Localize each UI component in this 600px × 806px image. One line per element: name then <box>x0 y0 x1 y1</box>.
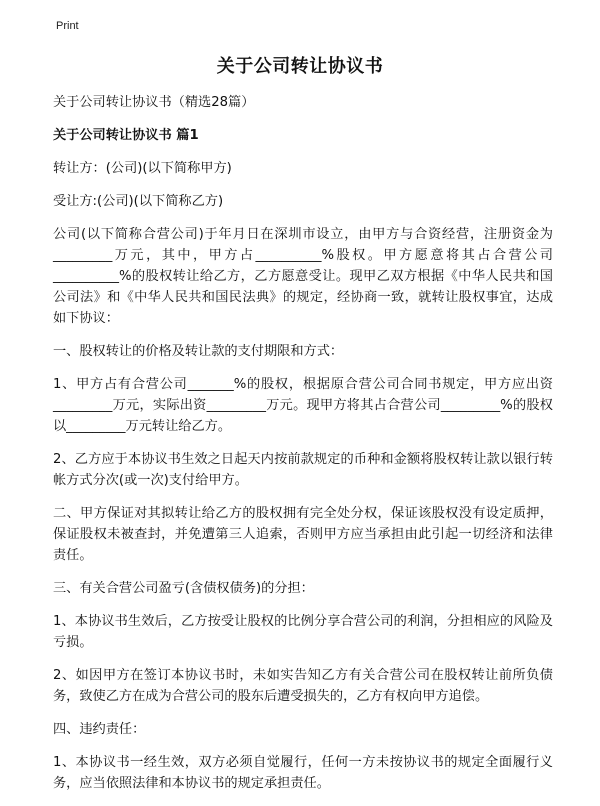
clause-heading-4: 四、违约责任： <box>53 722 146 737</box>
print-link[interactable]: Print <box>56 20 79 32</box>
clause-4-1: 1、本协议书一经生效，双方必须自觉履行，任何一方未按协议书的规定全面履行义务，应当依照法律和本协议书的规定承担责任。 <box>53 755 553 791</box>
preamble-paragraph: 公司(以下简称合营公司)于年月日在深圳市设立，由甲方与合资经营，注册资金为_________万元，其中，甲方占__________%股权。甲方愿意将其占合营公司__________%的股权转让给乙方，乙方愿意受让。现甲乙双方根据《中华人民共和国公司法》和《中华人民共和国民法典》的规定，经协商一致，就转让股权事宜，达成如下协议： <box>53 227 553 326</box>
clause-heading-1: 一、股权转让的价格及转让款的支付期限和方式： <box>53 344 344 359</box>
clause-2: 二、甲方保证对其拟转让给乙方的股权拥有完全处分权，保证该股权没有设定质押，保证股权未被查封，并免遭第三人追索，否则甲方应当承担由此引起一切经济和法律责任。 <box>53 506 553 563</box>
clause-1-2: 2、乙方应于本协议书生效之日起天内按前款规定的币种和金额将股权转让款以银行转帐方式分次(或一次)支付给甲方。 <box>53 452 553 488</box>
transferor-line: 转让方：(公司)(以下简称甲方) <box>53 161 232 176</box>
clause-1-1: 1、甲方占有合营公司_______%的股权，根据原合营公司合同书规定，甲方应出资_________万元，实际出资_________万元。现甲方将其占合营公司_________%的股权以_________万元转让给乙方。 <box>53 377 553 434</box>
document-body <box>53 92 553 806</box>
document-intro: 关于公司转让协议书（精选28篇） <box>53 95 255 110</box>
document-title: 关于公司转让协议书 <box>216 56 384 77</box>
transferee-line: 受让方:(公司)(以下简称乙方) <box>53 194 224 209</box>
clause-heading-3: 三、有关合营公司盈亏(含债权债务)的分担： <box>53 581 314 596</box>
section-heading: 关于公司转让协议书 篇1 <box>53 128 199 143</box>
clause-3-1: 1、本协议书生效后，乙方按受让股权的比例分享合营公司的利润，分担相应的风险及亏损。 <box>53 614 553 650</box>
clause-3-2: 2、如因甲方在签订本协议书时，未如实告知乙方有关合营公司在股权转让前所负债务，致使乙方在成为合营公司的股东后遭受损失的，乙方有权向甲方追偿。 <box>53 668 553 704</box>
